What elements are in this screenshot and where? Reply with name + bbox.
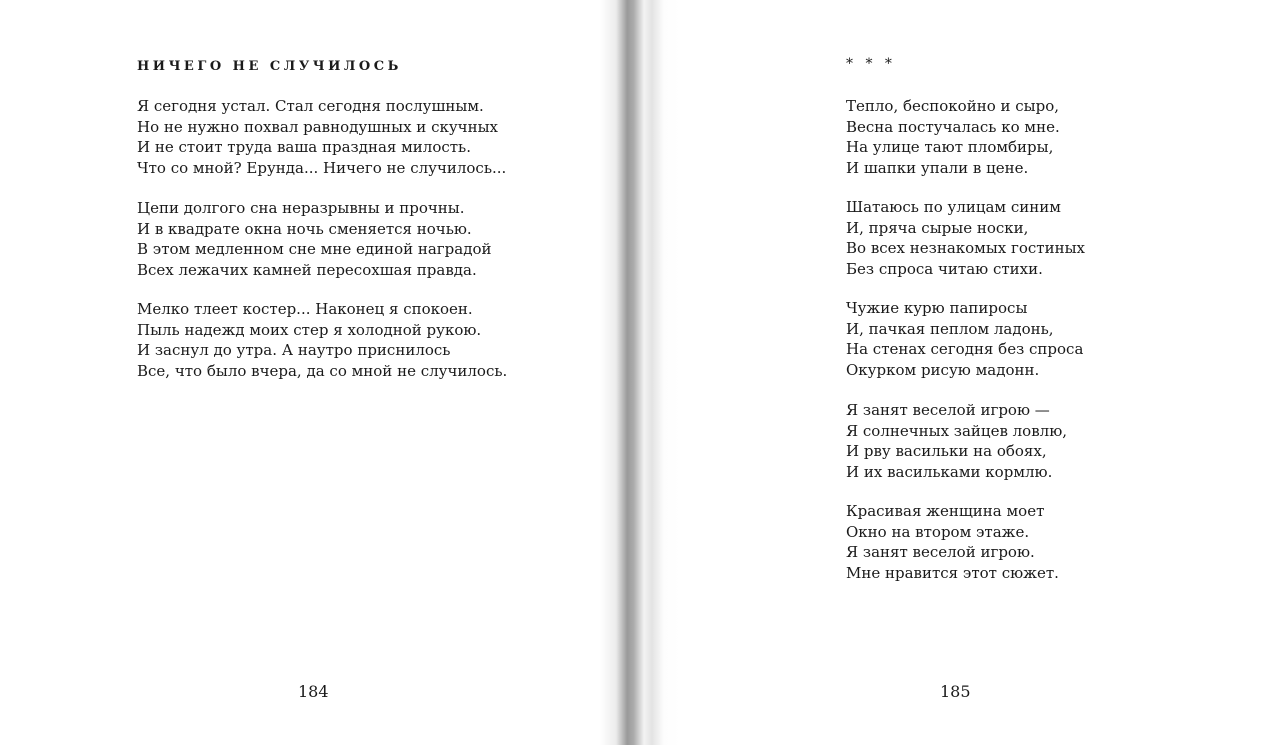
poem-title: НИЧЕГО НЕ СЛУЧИЛОСЬ bbox=[137, 59, 402, 74]
verse-line: Цепи долгого сна неразрывны и прочны. bbox=[137, 199, 465, 217]
verse-line: И, пряча сырые носки, bbox=[846, 218, 1029, 237]
right-page bbox=[640, 0, 1280, 745]
stanza bbox=[846, 298, 1083, 380]
verse-line: Что со мной? Ерунда... Ничего не случилось... bbox=[137, 158, 507, 177]
verse-line: Пыль надежд моих стер я холодной рукою. bbox=[137, 320, 482, 339]
verse-line: Красивая женщина моет bbox=[846, 502, 1045, 520]
verse-line: Во всех незнакомых гостиных bbox=[846, 239, 1085, 257]
verse-line: Я занят веселой игрою. bbox=[846, 543, 1035, 561]
asterism-heading: * * * bbox=[846, 56, 896, 72]
verse-line: Чужие курю папиросы bbox=[846, 299, 1028, 317]
verse-line: И в квадрате окна ночь сменяется ночью. bbox=[137, 219, 472, 238]
verse-line: Мелко тлеет костер... Наконец я спокоен. bbox=[137, 300, 473, 318]
left-page bbox=[0, 0, 620, 745]
page-number: 184 bbox=[298, 682, 329, 701]
verse-line: И заснул до утра. А наутро приснилось bbox=[137, 341, 451, 359]
verse-line: Я сегодня устал. Стал сегодня послушным. bbox=[137, 97, 484, 115]
verse-line: Все, что было вчера, да со мной не случилось. bbox=[137, 361, 508, 380]
verse-line: Окно на втором этаже. bbox=[846, 522, 1030, 541]
verse-line: Всех лежачих камней пересохшая правда. bbox=[137, 260, 477, 279]
stanza bbox=[846, 197, 1085, 279]
stanza bbox=[137, 299, 507, 381]
verse-line: Без спроса читаю стихи. bbox=[846, 259, 1043, 278]
verse-line: Шатаюсь по улицам синим bbox=[846, 198, 1061, 216]
stanza bbox=[846, 501, 1059, 583]
verse-line: Я солнечных зайцев ловлю, bbox=[846, 421, 1068, 440]
stanza bbox=[137, 198, 491, 280]
verse-line: Окурком рисую мадонн. bbox=[846, 360, 1040, 379]
stanza bbox=[846, 96, 1060, 178]
verse-line: В этом медленном сне мне единой наградой bbox=[137, 240, 492, 258]
stanza bbox=[137, 96, 506, 178]
verse-line: Я занят веселой игрою — bbox=[846, 401, 1050, 419]
verse-line: На стенах сегодня без спроса bbox=[846, 340, 1084, 358]
verse-line: На улице тают пломбиры, bbox=[846, 138, 1054, 156]
verse-line: И, пачкая пеплом ладонь, bbox=[846, 319, 1054, 338]
verse-line: И шапки упали в цене. bbox=[846, 158, 1029, 177]
verse-line: Мне нравится этот сюжет. bbox=[846, 563, 1059, 582]
verse-line: И рву васильки на обоях, bbox=[846, 442, 1047, 460]
page-number: 185 bbox=[940, 682, 971, 701]
verse-line: И не стоит труда ваша праздная милость. bbox=[137, 138, 471, 156]
stanza bbox=[846, 400, 1067, 482]
verse-line: Тепло, беспокойно и сыро, bbox=[846, 97, 1060, 115]
verse-line: Весна постучалась ко мне. bbox=[846, 117, 1060, 136]
verse-line: И их васильками кормлю. bbox=[846, 462, 1053, 481]
verse-line: Но не нужно похвал равнодушных и скучных bbox=[137, 117, 498, 136]
